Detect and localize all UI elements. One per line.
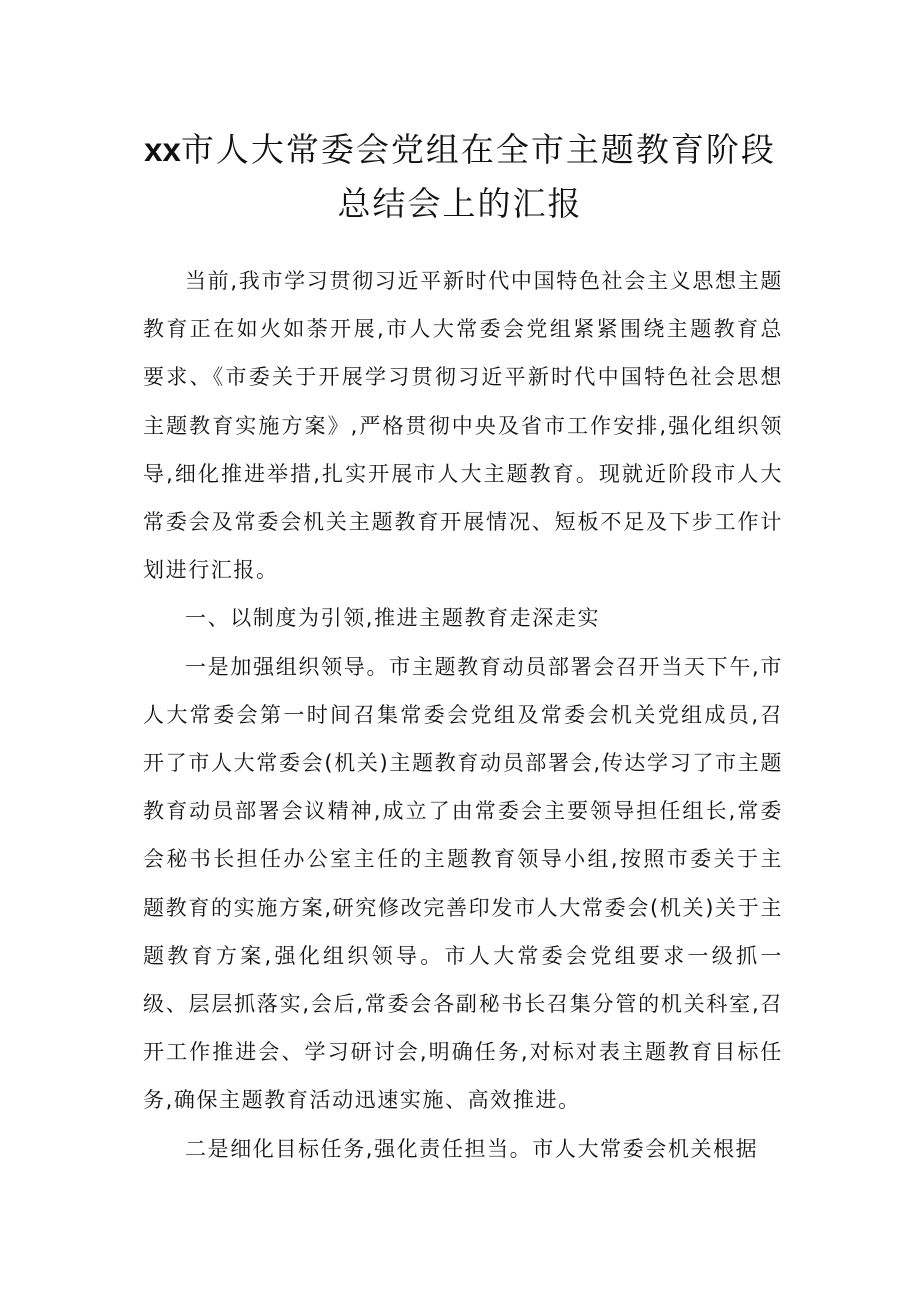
document-title-line-2: 总结会上的汇报 [337, 184, 583, 223]
paragraph-targets: 二是细化目标任务,强化责任担当。市人大常委会机关根据 [185, 1136, 759, 1161]
paragraph-intro: 当前,我市学习贯彻习近平新时代中国特色社会主义思想主题教育正在如火如荼开展,市人大常委会党组紧紧围绕主题教育总要求、《市委关于开展学习贯彻习近平新时代中国特色社会思想主题教育实施方案》,严格贯彻中央及省市工作安排,强化组织领导,细化推进举措,扎实开展市人大主题教育。现就近阶段市人大常委会及常委会机关主题教育开展情况、短板不足及下步工作计划进行汇报。 [143, 269, 783, 583]
paragraph-organization: 一是加强组织领导。市主题教育动员部署会召开当天下午,市人大常委会第一时间召集常委会党组及常委会机关党组成员,召开了市人大常委会(机关)主题教育动员部署会,传达学习了市主题教育动员部署会议精神,成立了由常委会主要领导担任组长,常委会秘书长担任办公室主任的主题教育领导小组,按照市委关于主题教育的实施方案,研究修改完善印发市人大常委会(机关)关于主题教育方案,强化组织领导。市人大常委会党组要求一级抓一级、层层抓落实,会后,常委会各副秘书长召集分管的机关科室,召开工作推进会、学习研讨会,明确任务,对标对表主题教育目标任务,确保主题教育活动迅速实施、高效推进。 [143, 654, 783, 1113]
title-line-1-text: 市人大常委会党组在全市主题教育阶段 [180, 130, 776, 169]
document-body [143, 257, 783, 1173]
document-title-line-1 [0, 124, 920, 176]
title-prefix: xx [144, 131, 181, 168]
section-heading-1: 一、以制度为引领,推进主题教育走深走实 [185, 606, 601, 631]
